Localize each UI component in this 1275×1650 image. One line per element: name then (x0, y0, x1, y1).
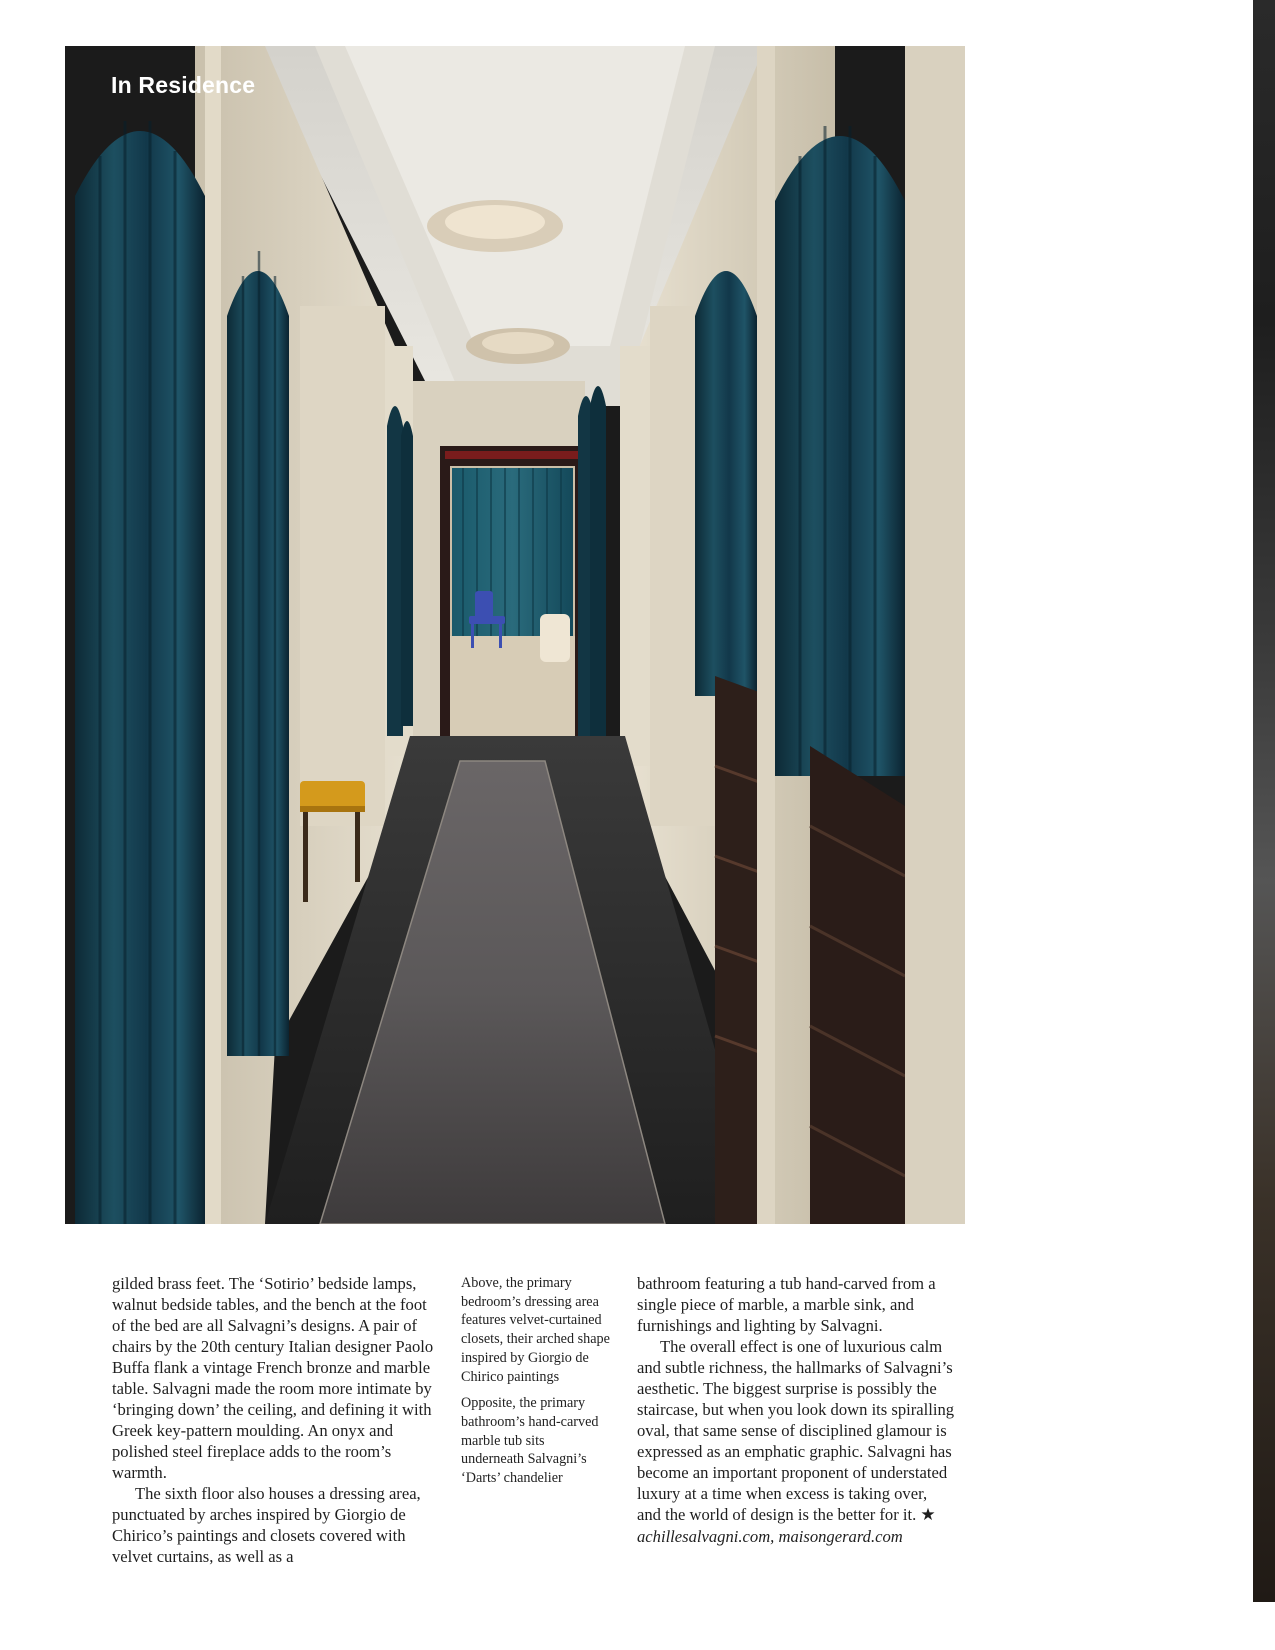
adjacent-page-edge (1253, 0, 1275, 1602)
section-label: In Residence (111, 72, 256, 98)
body-paragraph: bathroom featuring a tub hand-carved from a single piece of marble, a marble sink, and furnishings and lighting by Salvagni. (637, 1274, 936, 1335)
body-paragraph: The sixth floor also houses a dressing area, punctuated by arches inspired by Giorgio de Chirico’s paintings and closets covered with velvet curtains, as well as a (112, 1484, 421, 1566)
hero-photo-dressing-corridor (65, 46, 965, 1224)
body-paragraph: gilded brass feet. The ‘Sotirio’ bedside lamps, walnut bedside tables, and the bench at the foot of the bed are all Salvagni’s designs. A pair of chairs by the 20th century Italian designer Paolo Buffa flank a vintage French bronze and marble table. Salvagni made the room more intimate by ‘bringing down’ the ceiling, and defining it with Greek key-pattern moulding. An onyx and polished steel fireplace adds to the room’s warmth. (112, 1274, 434, 1482)
body-column-right (637, 1273, 955, 1547)
body-column-left (112, 1273, 434, 1567)
corridor-illustration (65, 46, 965, 1224)
closing-text: The overall effect is one of luxurious calm and subtle richness, the hallmarks of Salvagni’s aesthetic. The biggest surprise is possibly the staircase, but when you look down its spiralling oval, that same sense of disciplined glamour is expressed as an emphatic graphic. Salvagni has become an important proponent of understated luxury at a time when excess is taking over, and the world of design is the better for it. (637, 1337, 955, 1524)
caption-above: Above, the primary bedroom’s dressing area features velvet-curtained closets, their arched shape inspired by Giorgio de Chirico paintings (461, 1275, 610, 1385)
body-paragraph-closing (637, 1336, 955, 1526)
source-links: achillesalvagni.com, maisongerard.com (637, 1527, 903, 1546)
photo-captions (461, 1274, 611, 1496)
caption-opposite: Opposite, the primary bathroom’s hand-carved marble tub sits underneath Salvagni’s ‘Darts’ chandelier (461, 1395, 599, 1487)
star-icon: ★ (920, 1505, 936, 1525)
